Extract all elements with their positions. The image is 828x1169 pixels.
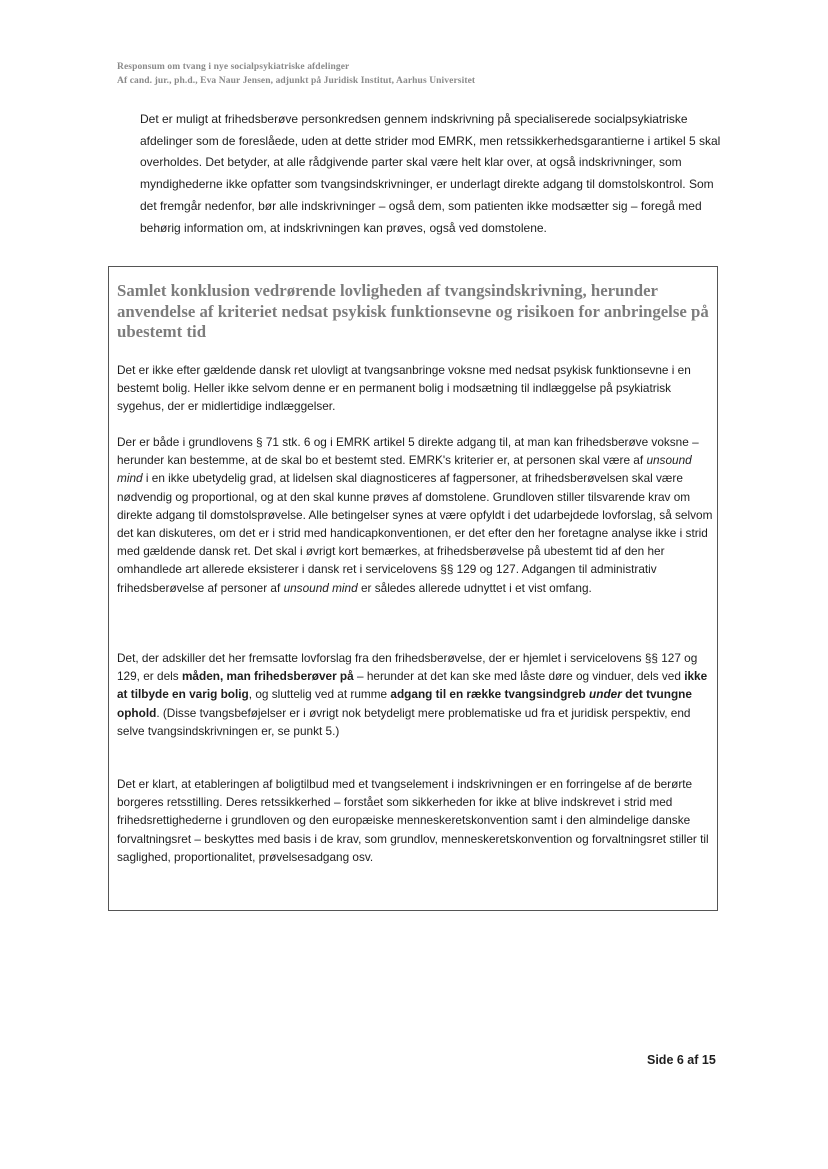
bold-text: det tvungne ophold [117, 687, 692, 720]
text-run: Det, der adskiller det her fremsatte lovforslag fra den frihedsberøvelse, der er hjemlet i servicelovens §§ 127 og 129, er dels [117, 651, 698, 684]
conclusion-paragraph-2 [117, 433, 713, 597]
header-title: Responsum om tvang i nye socialpsykiatriske afdelinger [117, 62, 350, 72]
conclusion-title: Samlet konklusion vedrørende lovligheden af tvangsindskrivning, herunder anvendelse af kriteriet nedsat psykisk funktionsevne og risikoen for anbringelse på ubestemt tid [117, 281, 709, 341]
running-header [117, 60, 475, 88]
intro-paragraph: Det er muligt at frihedsberøve personkredsen gennem indskrivning på specialiserede socialpsykiatriske afdelinger som de foreslåede, uden at dette strider mod EMRK, men retssikkerhedsgarantierne i artikel 5 skal overholdes. Det betyder, at alle rådgivende parter skal være helt klar over, at også indskrivninger, som myndighederne ikke opfatter som tvangsindskrivninger, er underlagt direkte adgang til domstolskontrol. Som det fremgår nedenfor, bør alle indskrivninger – også dem, som patienten ikke modsætter sig – foregå med behørig information om, at indskrivningen kan prøves, også ved domstolene. [140, 112, 721, 235]
bold-text: ikke at tilbyde en varig bolig [117, 669, 708, 702]
text-run: er således allerede udnyttet i et vist omfang. [357, 580, 592, 595]
text-run: – herunder at det kan ske med låste døre og vinduer, dels ved [353, 669, 685, 684]
conclusion-paragraph-4: Det er klart, at etableringen af boligtilbud med et tvangselement i indskrivningen er en forringelse af de berørte borgeres retsstilling. Deres retssikkerhed – forstået som sikkerheden for ikke at blive indskrevet i strid med frihedsrettighederne i grundloven og den europæiske menneskeretskonvention samt i den almindelige danske forvaltningsret – beskyttes med basis i de krav, som grundlov, menneskeretskonvention og forvaltningsret stiller til saglighed, proportionalitet, prøvelsesadgang osv. [117, 777, 709, 864]
text-run: . (Disse tvangsbeføjelser er i øvrigt nok betydeligt mere problematiske ud fra et juridisk perspektiv, end selve tvangsindskrivningen er, se punkt 5.) [117, 705, 691, 738]
text-run: Der er både i grundlovens § 71 stk. 6 og i EMRK artikel 5 direkte adgang til, at man kan frihedsberøve voksne – herunder kan bestemme, at de skal bo et bestemt sted. EMRK's kriterier er, at personen skal være af [117, 435, 699, 468]
emphasis-text: unsound mind [117, 453, 692, 486]
bold-text: måden, man frihedsberøver på [181, 669, 354, 684]
bold-italic-text: under [589, 687, 622, 702]
conclusion-paragraph-1: Det er ikke efter gældende dansk ret ulovligt at tvangsanbringe voksne med nedsat psykisk funktionsevne i en bestemt bolig. Heller ikke selvom denne er en permanent bolig i modsætning til indlæggelse på psykiatrisk sygehus, der er midlertidige indlæggelser. [117, 363, 691, 414]
header-author: Af cand. jur., ph.d., Eva Naur Jensen, adjunkt på Juridisk Institut, Aarhus Universitet [117, 76, 476, 86]
emphasis-text: unsound mind [283, 580, 358, 595]
text-run: , og sluttelig ved at rumme [248, 687, 391, 702]
page-number: Side 6 af 15 [647, 1053, 716, 1067]
conclusion-paragraph-3 [117, 649, 713, 740]
conclusion-box [108, 266, 718, 911]
bold-text: adgang til en række tvangsindgreb [390, 687, 590, 702]
text-run: i en ikke ubetydelig grad, at lidelsen skal diagnosticeres af fagpersoner, at frihedsberøvelsen skal være nødvendig og proportional, og at den skal kunne prøves af domstolene. Grundloven stiller tilsvarende krav om direkte adgang til domstolsprøvelse. Alle betingelser synes at være opfyldt i det udarbejdede lovforslag, så selvom det kan diskuteres, om det er i strid med handicapkonventionen, er det efter den her foretagne analyse ikke i strid med gældende dansk ret. Det skal i øvrigt kort bemærkes, at frihedsberøvelse på ubestemt tid af den her omhandlede art allerede eksisterer i dansk ret i servicelovens §§ 129 og 127. Adgangen til administrativ frihedsberøvelse af personer af [117, 471, 713, 595]
